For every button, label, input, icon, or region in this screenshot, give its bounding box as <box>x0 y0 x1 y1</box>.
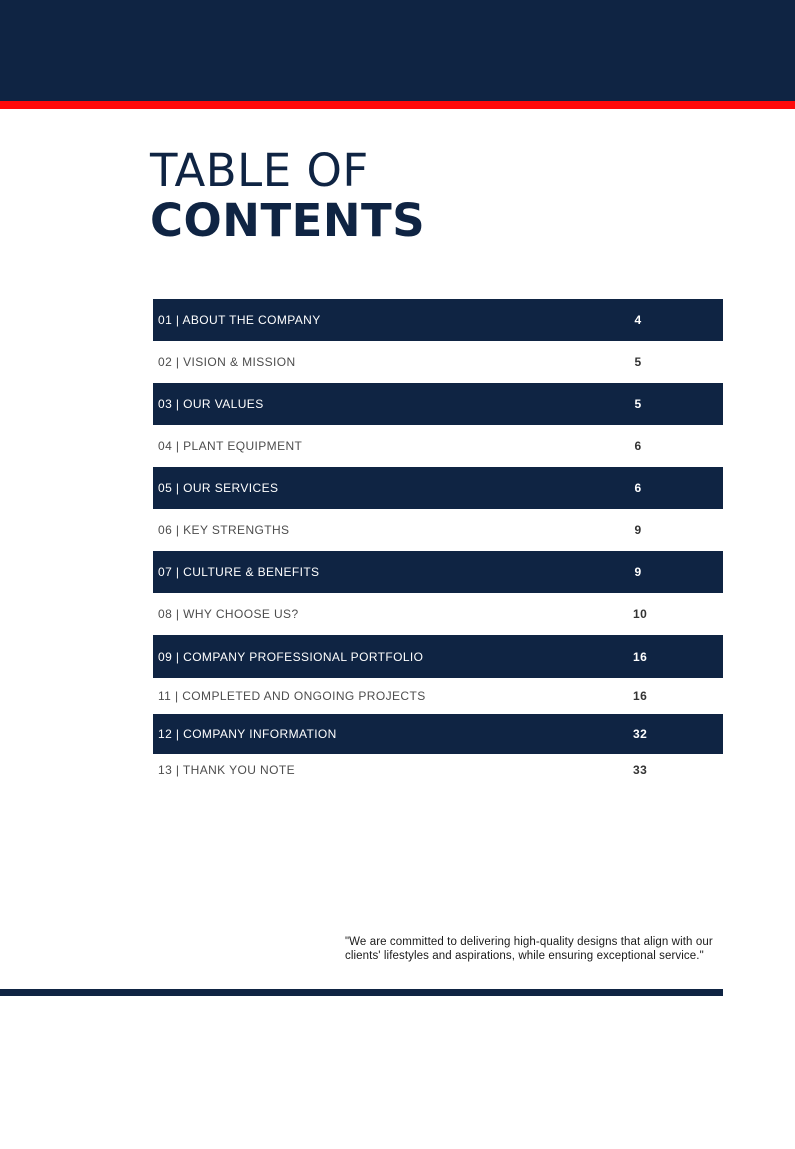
toc-item-page: 32 <box>633 727 648 741</box>
page-title-line-2: CONTENTS <box>150 194 426 247</box>
page-title <box>150 146 425 246</box>
toc-item-page: 16 <box>633 689 648 703</box>
toc-item-label: 06 | KEY STRENGTHS <box>158 523 290 537</box>
toc-row[interactable] <box>153 299 723 341</box>
toc-row[interactable] <box>153 509 723 551</box>
toc-item-label: 05 | OUR SERVICES <box>158 481 279 495</box>
toc-item-label: 04 | PLANT EQUIPMENT <box>158 439 303 453</box>
toc-item-page: 5 <box>634 397 642 411</box>
toc-item-page: 6 <box>634 481 642 495</box>
toc-row[interactable] <box>153 341 723 383</box>
toc-item-page: 6 <box>634 439 642 453</box>
toc-row[interactable] <box>153 635 723 678</box>
toc-row[interactable] <box>153 714 723 754</box>
toc-item-page: 4 <box>634 313 642 327</box>
toc-row[interactable] <box>153 383 723 425</box>
table-of-contents <box>153 299 723 786</box>
toc-item-page: 5 <box>634 355 642 369</box>
header-accent-stripe <box>0 101 795 109</box>
toc-item-page: 9 <box>634 565 642 579</box>
toc-item-label: 02 | VISION & MISSION <box>158 355 296 369</box>
page-title-line-1: TABLE OF <box>150 144 369 197</box>
toc-item-label: 09 | COMPANY PROFESSIONAL PORTFOLIO <box>158 649 424 664</box>
toc-item-label: 01 | ABOUT THE COMPANY <box>158 313 321 327</box>
toc-item-page: 33 <box>633 763 648 777</box>
toc-item-label: 11 | COMPLETED AND ONGOING PROJECTS <box>158 689 426 703</box>
toc-row[interactable] <box>153 754 723 786</box>
toc-item-label: 03 | OUR VALUES <box>158 397 264 411</box>
toc-row[interactable] <box>153 467 723 509</box>
footer-rule <box>0 989 723 996</box>
toc-row[interactable] <box>153 593 723 635</box>
toc-item-label: 13 | THANK YOU NOTE <box>158 763 295 777</box>
toc-item-label: 12 | COMPANY INFORMATION <box>158 727 337 741</box>
toc-item-page: 9 <box>634 523 642 537</box>
toc-row[interactable] <box>153 425 723 467</box>
toc-item-label: 07 | CULTURE & BENEFITS <box>158 565 320 579</box>
toc-item-label: 08 | WHY CHOOSE US? <box>158 607 299 621</box>
toc-item-page: 16 <box>633 649 648 664</box>
toc-row[interactable] <box>153 678 723 714</box>
mission-quote: "We are committed to delivering high-quality designs that align with our clients' lifestyles and aspirations, while ensuring exceptional service." <box>345 936 713 962</box>
header-band <box>0 0 795 101</box>
toc-item-page: 10 <box>633 607 648 621</box>
toc-row[interactable] <box>153 551 723 593</box>
